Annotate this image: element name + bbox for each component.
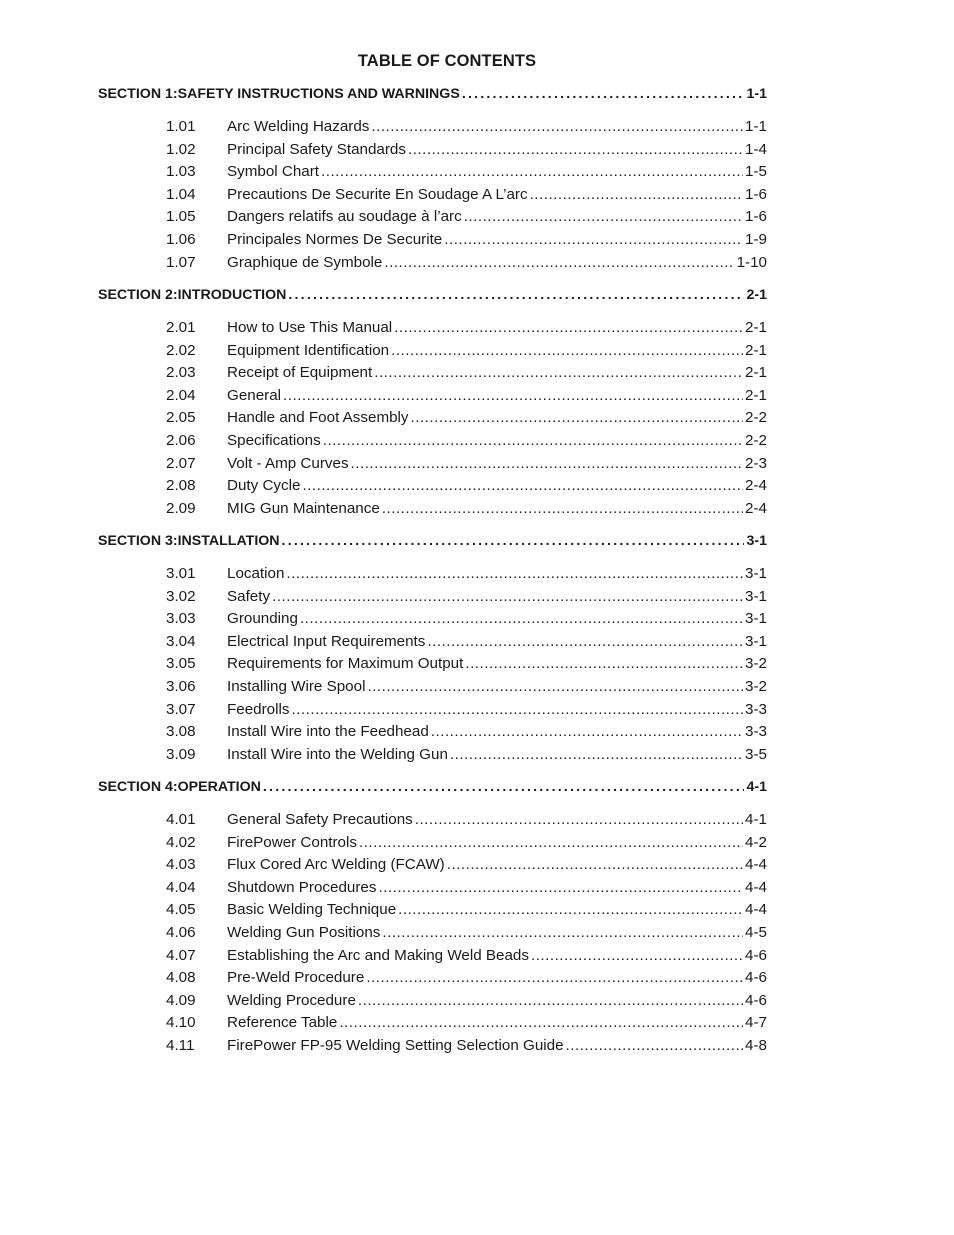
dot-leader: [282, 533, 745, 549]
dot-leader: [447, 856, 743, 873]
entry-page-number: 4-6: [745, 946, 767, 964]
entry-number: 3.03: [166, 610, 196, 628]
entry-number: 3.05: [166, 655, 196, 673]
entry-page-number: 2-2: [745, 432, 767, 449]
entry-title: Flux Cored Arc Welding (FCAW): [227, 856, 445, 874]
entry-number: 2.04: [166, 386, 196, 404]
dot-leader: [411, 409, 744, 426]
dot-leader: [291, 701, 743, 718]
entry-page-number: 1-10: [736, 253, 767, 271]
section-heading-row: [98, 779, 767, 799]
dot-leader: [382, 924, 743, 941]
dot-leader: [300, 610, 743, 627]
dot-leader: [359, 834, 743, 851]
entry-title: Welding Procedure: [227, 991, 356, 1009]
entry-title: How to Use This Manual: [227, 319, 393, 336]
dot-leader: [288, 287, 744, 303]
section-heading: SECTION 2:INTRODUCTION: [98, 287, 287, 303]
toc-entry: [166, 477, 767, 497]
section-page-number: 3-1: [746, 533, 767, 549]
toc-entry: [166, 811, 767, 831]
toc-entry: [166, 610, 767, 630]
dot-leader: [384, 254, 734, 271]
toc-entry: [166, 1037, 767, 1057]
section-heading-row: [98, 86, 767, 106]
entry-title: Basic Welding Technique: [227, 901, 397, 919]
entry-page-number: 1-9: [745, 231, 767, 248]
entry-title: Shutdown Procedures: [227, 878, 377, 896]
toc-entry: [166, 901, 767, 921]
entry-title: FirePower FP-95 Welding Setting Selection Guide: [227, 1037, 564, 1054]
entry-title: Safety: [227, 587, 271, 605]
dot-leader: [382, 500, 743, 517]
entry-title: General Safety Precautions: [227, 811, 413, 828]
entry-number: 3.08: [166, 723, 196, 741]
entry-number: 2.02: [166, 341, 196, 359]
entry-number: 1.05: [166, 208, 196, 226]
entry-page-number: 3-1: [745, 610, 767, 628]
dot-leader: [323, 432, 743, 449]
dot-leader: [444, 231, 743, 248]
entry-page-number: 1-5: [745, 163, 767, 181]
entry-page-number: 2-2: [745, 409, 767, 427]
entry-page-number: 4-8: [745, 1037, 767, 1054]
entry-page-number: 3-1: [745, 587, 767, 605]
entry-page-number: 3-3: [745, 723, 767, 741]
dot-leader: [465, 655, 743, 672]
entry-page-number: 4-6: [745, 991, 767, 1009]
entry-title: Precautions De Securite En Soudage A L’arc: [227, 185, 528, 203]
entry-page-number: 2-1: [745, 364, 767, 382]
dot-leader: [302, 477, 743, 494]
entry-number: 4.02: [166, 833, 196, 851]
dot-leader: [286, 565, 743, 582]
toc-entry: [166, 879, 767, 899]
entry-number: 1.07: [166, 253, 196, 271]
entry-page-number: 4-5: [745, 924, 767, 941]
entry-number: 1.02: [166, 140, 196, 158]
dot-leader: [431, 723, 743, 740]
entry-title: Principal Safety Standards: [227, 140, 406, 158]
toc-entry: [166, 701, 767, 721]
toc-entry: [166, 186, 767, 206]
entry-page-number: 4-4: [745, 878, 767, 896]
entry-page-number: 2-1: [745, 386, 767, 404]
entry-number: 4.01: [166, 811, 196, 828]
entry-title: Electrical Input Requirements: [227, 632, 426, 650]
dot-leader: [391, 342, 743, 359]
dot-leader: [398, 901, 743, 918]
section-page-number: 2-1: [746, 287, 767, 303]
toc-entry: [166, 409, 767, 429]
entry-number: 4.05: [166, 901, 196, 919]
entry-number: 4.06: [166, 924, 196, 941]
entry-title: Install Wire into the Feedhead: [227, 723, 429, 741]
entry-number: 3.07: [166, 700, 196, 718]
entry-page-number: 3-3: [745, 700, 767, 718]
entry-title: Equipment Identification: [227, 341, 390, 359]
section-heading: SECTION 4:OPERATION: [98, 779, 261, 795]
dot-leader: [462, 86, 745, 102]
entry-page-number: 2-4: [745, 477, 767, 495]
entry-page-number: 1-6: [745, 185, 767, 203]
entry-title: Principales Normes De Securite: [227, 231, 443, 248]
toc-entry: [166, 455, 767, 475]
entry-number: 3.09: [166, 745, 196, 763]
toc-entry: [166, 969, 767, 989]
toc-entry: [166, 655, 767, 675]
dot-leader: [283, 387, 743, 404]
entry-title: Pre-Weld Procedure: [227, 969, 365, 987]
toc-entry: [166, 856, 767, 876]
toc-entry: [166, 947, 767, 967]
entry-title: FirePower Controls: [227, 833, 357, 851]
dot-leader: [366, 969, 743, 986]
entry-number: 4.08: [166, 969, 196, 987]
dot-leader: [378, 879, 743, 896]
entry-number: 4.07: [166, 946, 196, 964]
entry-page-number: 3-2: [745, 655, 767, 673]
entry-title: Graphique de Symbole: [227, 253, 383, 271]
dot-leader: [531, 947, 743, 964]
entry-page-number: 1-6: [745, 208, 767, 226]
entry-title: Reference Table: [227, 1014, 338, 1032]
toc-entry: [166, 678, 767, 698]
entry-number: 3.02: [166, 587, 196, 605]
entry-number: 2.03: [166, 364, 196, 382]
entry-number: 1.04: [166, 185, 196, 203]
toc-entry: [166, 1014, 767, 1034]
toc-entry: [166, 588, 767, 608]
entry-title: Install Wire into the Welding Gun: [227, 745, 448, 763]
entry-page-number: 1-1: [745, 118, 767, 135]
toc-entry: [166, 208, 767, 228]
entry-page-number: 2-1: [745, 341, 767, 359]
entry-title: Dangers relatifs au soudage à l’arc: [227, 208, 462, 226]
entry-number: 2.08: [166, 477, 196, 495]
entry-title: Establishing the Arc and Making Weld Beads: [227, 946, 529, 964]
toc-entry: [166, 342, 767, 362]
entry-page-number: 2-1: [745, 319, 767, 336]
dot-leader: [351, 455, 744, 472]
section-heading-row: [98, 287, 767, 307]
entry-title: General: [227, 386, 282, 404]
toc-entry: [166, 992, 767, 1012]
entry-number: 1.03: [166, 163, 196, 181]
dot-leader: [367, 678, 743, 695]
toc-entry: [166, 141, 767, 161]
toc-entry: [166, 746, 767, 766]
entry-number: 4.09: [166, 991, 196, 1009]
entry-number: 4.10: [166, 1014, 196, 1032]
toc-entry: [166, 565, 767, 585]
entry-page-number: 4-7: [745, 1014, 767, 1032]
section-heading-row: [98, 533, 767, 553]
entry-number: 3.04: [166, 632, 196, 650]
entry-number: 2.09: [166, 499, 196, 517]
entry-title: Specifications: [227, 432, 321, 449]
entry-number: 4.03: [166, 856, 196, 874]
dot-leader: [371, 118, 743, 135]
section-heading: SECTION 3:INSTALLATION: [98, 533, 280, 549]
section-heading: SECTION 1:SAFETY INSTRUCTIONS AND WARNINGS: [98, 86, 460, 102]
toc-entry: [166, 633, 767, 653]
toc-entry: [166, 924, 767, 944]
entry-number: 1.01: [166, 118, 196, 135]
entry-page-number: 4-1: [745, 811, 767, 828]
entry-title: Receipt of Equipment: [227, 364, 373, 382]
entry-title: Symbol Chart: [227, 163, 320, 181]
toc-entry: [166, 432, 767, 452]
entry-number: 2.07: [166, 454, 196, 472]
entry-page-number: 3-1: [745, 565, 767, 582]
entry-number: 1.06: [166, 231, 196, 248]
section-page-number: 4-1: [746, 779, 767, 795]
dot-leader: [272, 588, 743, 605]
page-title: TABLE OF CONTENTS: [357, 52, 537, 70]
toc-entry: [166, 254, 767, 274]
entry-title: Arc Welding Hazards: [227, 118, 370, 135]
dot-leader: [464, 208, 743, 225]
toc-entry: [166, 231, 767, 251]
entry-page-number: 4-4: [745, 856, 767, 874]
dot-leader: [339, 1014, 743, 1031]
toc-entry: [166, 723, 767, 743]
entry-title: Location: [227, 565, 285, 582]
entry-title: MIG Gun Maintenance: [227, 499, 380, 517]
entry-number: 3.06: [166, 678, 196, 695]
entry-number: 4.04: [166, 878, 196, 896]
entry-number: 2.01: [166, 319, 196, 336]
entry-title: Duty Cycle: [227, 477, 301, 495]
toc-entry: [166, 500, 767, 520]
entry-page-number: 1-4: [745, 140, 767, 158]
toc-entry: [166, 387, 767, 407]
entry-page-number: 4-4: [745, 901, 767, 919]
entry-page-number: 2-4: [745, 499, 767, 517]
dot-leader: [358, 992, 743, 1009]
dot-leader: [415, 811, 743, 828]
entry-page-number: 4-6: [745, 969, 767, 987]
dot-leader: [408, 141, 743, 158]
entry-title: Installing Wire Spool: [227, 678, 366, 695]
dot-leader: [427, 633, 743, 650]
entry-title: Grounding: [227, 610, 298, 628]
toc-entry: [166, 834, 767, 854]
dot-leader: [321, 163, 743, 180]
dot-leader: [450, 746, 743, 763]
dot-leader: [394, 319, 743, 336]
entry-number: 4.11: [166, 1037, 195, 1054]
dot-leader: [374, 364, 743, 381]
entry-page-number: 3-2: [745, 678, 767, 695]
toc-entry: [166, 319, 767, 339]
entry-page-number: 3-5: [745, 745, 767, 763]
entry-page-number: 4-2: [745, 833, 767, 851]
entry-page-number: 2-3: [745, 454, 767, 472]
toc-entry: [166, 163, 767, 183]
entry-title: Volt - Amp Curves: [227, 454, 349, 472]
entry-number: 2.06: [166, 432, 196, 449]
toc-entry: [166, 364, 767, 384]
section-page-number: 1-1: [746, 86, 767, 102]
entry-title: Handle and Foot Assembly: [227, 409, 409, 427]
entry-title: Feedrolls: [227, 700, 290, 718]
entry-title: Requirements for Maximum Output: [227, 655, 464, 673]
dot-leader: [566, 1037, 744, 1054]
dot-leader: [530, 186, 743, 203]
toc-entry: [166, 118, 767, 138]
entry-number: 2.05: [166, 409, 196, 427]
entry-title: Welding Gun Positions: [227, 924, 381, 941]
entry-page-number: 3-1: [745, 632, 767, 650]
dot-leader: [263, 779, 745, 795]
entry-number: 3.01: [166, 565, 196, 582]
